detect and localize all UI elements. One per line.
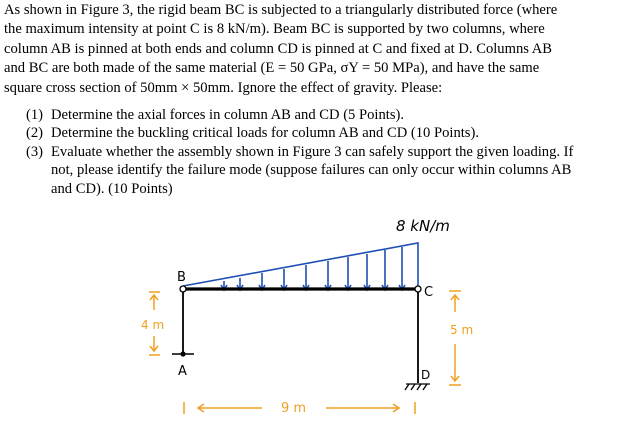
dimension-bc-label: 9 m	[281, 401, 307, 416]
dimension-cd-label: 5 m	[450, 323, 474, 337]
intro-line-3: column AB is pinned at both ends and column CD is pinned at C and fixed at D. Columns AB	[4, 40, 553, 57]
question-3-text-line-1: Evaluate whether the assembly shown in Figure 3 can safely support the given loading. If	[51, 143, 574, 160]
question-3-number: (3)	[26, 143, 44, 160]
intro-line-5: square cross section of 50mm × 50mm. Ignore the effect of gravity. Please:	[4, 79, 443, 96]
distributed-load	[183, 243, 418, 290]
question-3-text-line-2: not, please identify the failure mode (suppose failures can only occur within columns AB	[51, 162, 572, 179]
load-triangle-outline	[183, 243, 418, 286]
label-d: D	[421, 368, 431, 382]
question-1-text: Determine the axial forces in column AB and CD (5 Points).	[51, 107, 405, 123]
fixed-support-d-icon	[405, 384, 430, 390]
pin-b-icon	[180, 286, 186, 292]
question-1-number: (1)	[26, 107, 44, 123]
label-c: C	[424, 285, 434, 300]
load-arrows	[221, 247, 405, 290]
question-2-number: (2)	[26, 125, 44, 142]
intro-line-4: and BC are both made of the same material (E = 50 GPa, σY = 50 MPa), and have the same	[4, 60, 540, 77]
label-b: B	[177, 270, 186, 285]
label-a: A	[178, 364, 187, 379]
question-2-text: Determine the buckling critical loads for column AB and CD (10 Points).	[51, 125, 479, 142]
intro-line-2: the maximum intensity at point C is 8 kN/m). Beam BC is supported by two columns, where	[4, 21, 545, 38]
load-intensity-label: 8 kN/m	[396, 217, 450, 235]
pin-c-icon	[415, 286, 421, 292]
question-3-text-line-3: and CD). (10 Points)	[51, 180, 173, 197]
dimension-cd	[449, 291, 461, 385]
pin-support-a-icon	[172, 351, 194, 356]
intro-line-1: As shown in Figure 3, the rigid beam BC is subjected to a triangularly distributed force (where	[4, 2, 558, 18]
dimension-ab-label: 4 m	[141, 318, 165, 332]
